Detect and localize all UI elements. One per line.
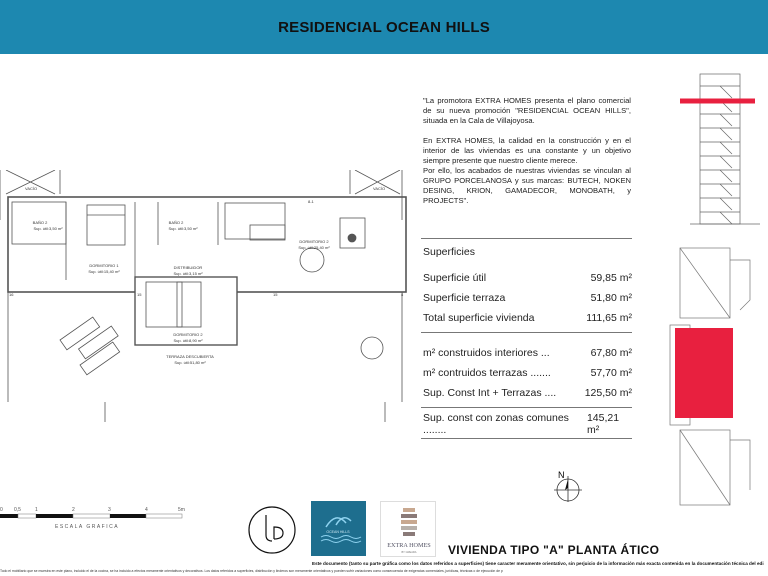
svg-text:5m: 5m <box>178 507 185 513</box>
section-label: 8-1 <box>308 199 314 204</box>
scale-caption: ESCALA GRAFICA <box>55 524 120 530</box>
unit-highlight <box>675 328 733 418</box>
svg-text:Sup. útil:3,50 m²: Sup. útil:3,50 m² <box>33 226 63 231</box>
scale-bar <box>0 505 190 538</box>
floor-line <box>700 184 740 196</box>
lp-logo <box>247 505 297 555</box>
svg-text:Sup. útil:3,50 m²: Sup. útil:3,50 m² <box>168 226 198 231</box>
vacio-label: VACÍO <box>373 186 386 191</box>
surface-row: m² contruidos terrazas ....... 57,70 m² <box>423 367 632 379</box>
svg-text:DORMITORIO 2: DORMITORIO 2 <box>299 239 329 244</box>
north-label: N <box>558 470 565 480</box>
svg-text:EXTRA HOMES: EXTRA HOMES <box>387 542 431 549</box>
surface-row: Total superficie vivienda 111,65 m² <box>423 312 632 324</box>
site-plan <box>650 240 768 530</box>
svg-text:3: 3 <box>108 507 111 513</box>
svg-text:Sup. útil:15,40 m²: Sup. útil:15,40 m² <box>88 269 120 274</box>
svg-text:2: 2 <box>72 507 75 513</box>
svg-text:15: 15 <box>137 292 142 297</box>
surface-row: Sup. const con zonas comunes ........ 145,21 m² <box>423 412 620 436</box>
floor-line <box>700 142 740 154</box>
floor-line <box>700 114 740 126</box>
page-title: RESIDENCIAL OCEAN HILLS <box>278 18 490 36</box>
floor-line <box>700 198 740 210</box>
svg-text:0,5: 0,5 <box>14 507 21 513</box>
building-elevation <box>660 66 768 246</box>
svg-text:BAÑO 2: BAÑO 2 <box>32 220 48 225</box>
svg-text:Sup. útil:3,15 m²: Sup. útil:3,15 m² <box>173 271 203 276</box>
surface-row: m² construidos interiores ... 67,80 m² <box>423 347 632 359</box>
intro-paragraph: Por ello, los acabados de nuestras viviendas se vinculan al GRUPO PORCELANOSA y sus marcas: BUTECH, NOKEN DESING, KRION, GAMADECOR, MONOBATH, y PROJECTS". <box>423 166 631 205</box>
svg-text:4: 4 <box>145 507 148 513</box>
svg-text:BAÑO 2: BAÑO 2 <box>168 220 184 225</box>
svg-text:15: 15 <box>273 292 278 297</box>
floor-plan <box>0 170 412 422</box>
svg-text:DISTRIBUIDOR: DISTRIBUIDOR <box>173 265 203 270</box>
svg-text:DORMITORIO 2: DORMITORIO 2 <box>173 332 203 337</box>
svg-text:Sup. útil:51,80 m²: Sup. útil:51,80 m² <box>174 360 206 365</box>
vacio-label: VACÍO <box>25 186 38 191</box>
intro-paragraph: "La promotora EXTRA HOMES presenta el plano comercial de su nueva promoción "RESIDENCIAL OCEAN HILLS", situada en la Cala de Villajoyosa. <box>423 96 631 125</box>
compass <box>548 466 588 506</box>
svg-text:0: 0 <box>0 507 3 513</box>
surface-row: Superficie útil 59,85 m² <box>423 272 632 284</box>
floor-line <box>700 156 740 168</box>
floor-line <box>700 86 740 98</box>
surface-row: Sup. Const Int + Terrazas .... 125,50 m² <box>423 387 632 399</box>
surfaces-table <box>421 238 632 439</box>
floor-line <box>700 212 740 224</box>
svg-text:1: 1 <box>35 507 38 513</box>
header-bar <box>0 0 768 54</box>
disclaimer: Este documento (tanto su parte gráfica como los datos referidos a superficies) tiene caracter meramente orientativo, sin perjuicio de la información más exacta contenida en la documentación técnica del edi <box>312 561 764 566</box>
disclaimer-small: Todo el mobiliario que se muestra en este plano, incluido el de la cocina, se ha incluido a efectos meramente orientativos y decorativos. Los datos referidos a superficies, distribución y linderos son meramente orientativos y pueden sufrir variaciones como consecuencia de exigencias comerciales, jurídicas, técnicas o de ejecución de p <box>0 569 503 573</box>
ocean-hills-logo <box>311 501 366 556</box>
svg-text:BY GREARA: BY GREARA <box>401 551 417 554</box>
svg-text:4: 4 <box>401 292 404 297</box>
floor-line <box>700 128 740 140</box>
svg-text:Sup. útil:25,40 m²: Sup. útil:25,40 m² <box>298 245 330 250</box>
floor-line <box>700 170 740 182</box>
extra-homes-logo <box>380 501 436 557</box>
intro-paragraph: En EXTRA HOMES, la calidad en la construcción y en el interior de las viviendas es una constante y un objetivo siempre presente que nuestro cliente merece. <box>423 136 631 165</box>
svg-text:OCEAN HILLS: OCEAN HILLS <box>326 530 350 534</box>
unit-title: VIVIENDA TIPO "A" PLANTA ÁTICO <box>448 543 660 557</box>
svg-text:DORMITORIO 1: DORMITORIO 1 <box>89 263 119 268</box>
surface-row: Superficie terraza 51,80 m² <box>423 292 632 304</box>
svg-text:16: 16 <box>9 292 14 297</box>
surfaces-title: Superficies <box>423 246 475 258</box>
svg-text:Sup. útil:8,90 m²: Sup. útil:8,90 m² <box>173 338 203 343</box>
svg-text:TERRAZA DESCUBIERTA: TERRAZA DESCUBIERTA <box>166 354 214 359</box>
intro-text <box>423 96 631 216</box>
